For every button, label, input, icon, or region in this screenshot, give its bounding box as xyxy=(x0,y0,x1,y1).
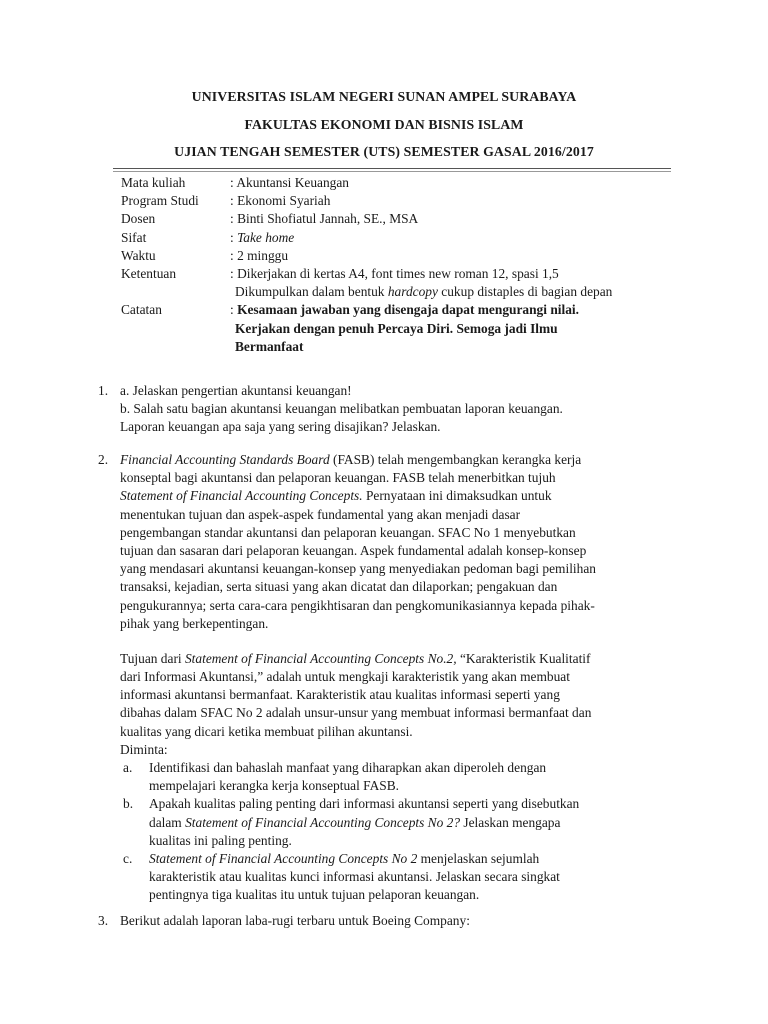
notes-line-1-wrap xyxy=(230,301,579,319)
subquestion-b-line-2-pre: dalam xyxy=(149,814,186,830)
university-name: UNIVERSITAS ISLAM NEGERI SUNAN AMPEL SURABAYA xyxy=(191,89,577,104)
subquestion-a-line: Identifikasi dan bahaslah manfaat yang diharapkan akan diperoleh dengan xyxy=(149,760,547,775)
subquestion-a-letter: a. xyxy=(123,760,133,775)
question-3-number: 3. xyxy=(98,913,109,928)
rules-line-1: : Dikerjakan di kertas A4, font times new roman 12, spasi 1,5 xyxy=(230,265,559,281)
time-value: : 2 minggu xyxy=(230,247,289,263)
program-value: : Ekonomi Syariah xyxy=(230,193,331,209)
q2-p2-line-1-rest: “Karakteristik Kualitatif xyxy=(456,650,591,666)
subquestion-b-line: Apakah kualitas paling penting dari informasi akuntansi seperti yang disebutkan xyxy=(149,796,580,812)
info-row-nature xyxy=(121,229,681,247)
q2-p2-line: informasi akuntansi bermanfaat. Karakteristik atau kualitas informasi seperti yang xyxy=(120,687,560,703)
subquestion-b-line-2-rest: Jelaskan mengapa xyxy=(460,814,561,830)
question-1-part-a: a. Jelaskan pengertian akuntansi keuangan! xyxy=(120,383,352,398)
course-value: : Akuntansi Keuangan xyxy=(230,175,350,190)
q2-p2-line: dibahas dalam SFAC No 2 adalah unsur-unsur yang membuat informasi bermanfaat dan xyxy=(120,705,592,721)
program-label: Program Studi xyxy=(121,193,199,209)
question-3-line: Berikut adalah laporan laba-rugi terbaru untuk Boeing Company: xyxy=(120,913,470,928)
q2-p1-line xyxy=(120,487,680,505)
info-row-notes-cont-1 xyxy=(121,320,681,338)
q2-p1-line: transaksi, kejadian, serta situasi yang akan dicatat dan dilaporkan; pengakuan dan xyxy=(120,579,558,595)
q2-p2-line: kualitas yang dicari ketika membuat pilihan akuntansi. xyxy=(120,723,413,739)
q2-p2-line-1-pre: Tujuan dari xyxy=(120,650,185,666)
hardcopy-term: hardcopy xyxy=(387,284,438,300)
rules-line-2-text: Dikumpulkan dalam bentuk xyxy=(235,284,388,300)
rules-line-2-rest: cukup distaples di bagian depan xyxy=(437,284,613,300)
subquestion-a-line: mempelajari kerangka kerja konseptual FASB. xyxy=(149,778,400,794)
subquestion-b-body xyxy=(149,795,579,850)
question-1-part-b: b. Salah satu bagian akuntansi keuangan melibatkan pembuatan laporan keuangan. xyxy=(120,401,563,417)
question-1-body xyxy=(120,382,680,437)
subquestion-a-body xyxy=(149,759,546,795)
subquestion-c-line: pentingnya tiga kualitas itu untuk tujuan pelaporan keuangan. xyxy=(149,887,480,903)
q2-p1-line: yang mendasari akuntansi keuangan-konsep yang menyediakan pedoman bagi pemilihan xyxy=(120,561,596,577)
subquestion-c-body xyxy=(149,850,560,905)
nature-label: Sifat xyxy=(121,229,147,245)
q2-p1-line: menentukan tujuan dan aspek-aspek fundamental yang akan menjadi dasar xyxy=(120,506,521,522)
lecturer-value: : Binti Shofiatul Jannah, SE., MSA xyxy=(230,211,419,227)
q2-subquestion-a xyxy=(120,759,680,795)
q2-p1-line: tujuan dan sasaran dari pelaporan keuangan. Aspek fundamental adalah konsep-konsep xyxy=(120,542,587,558)
q2-p1-line: pengukurannya; serta cara-cara pengikhtisaran dan pengkomunikasiannya kepada pihak- xyxy=(120,597,595,613)
asked-label: Diminta: xyxy=(120,741,168,757)
question-1-part-b-cont: Laporan keuangan apa saja yang sering disajikan? Jelaskan. xyxy=(120,419,441,435)
info-row-rules xyxy=(121,265,681,283)
info-row-program xyxy=(121,192,681,210)
exam-info-table xyxy=(121,174,681,356)
q2-subquestion-b xyxy=(120,795,680,850)
q2-p1-line xyxy=(120,451,680,469)
lecturer-label: Dosen xyxy=(121,211,156,227)
question-2-number: 2. xyxy=(98,452,109,467)
sfac-term: Statement of Financial Accounting Concepts. xyxy=(120,488,363,504)
notes-line-2: Kerjakan dengan penuh Percaya Diri. Semoga jadi Ilmu xyxy=(235,320,558,336)
subquestion-c-line xyxy=(149,850,560,868)
exam-title: UJIAN TENGAH SEMESTER (UTS) SEMESTER GASAL 2016/2017 xyxy=(174,144,594,159)
subquestion-c-line: karakteristik atau kualitas kunci informasi akuntansi. Jelaskan secara singkat xyxy=(149,869,560,885)
q2-p1-line: pengembangan standar akuntansi dan pelaporan keuangan. SFAC No 1 menyebutkan xyxy=(120,524,576,540)
notes-line-1: Kesamaan jawaban yang disengaja dapat mengurangi nilai. xyxy=(237,302,579,318)
rules-line-2 xyxy=(235,283,612,301)
info-row-time xyxy=(121,247,681,265)
subquestion-b-line: kualitas ini paling penting. xyxy=(149,832,292,848)
sfac-no2-term: Statement of Financial Accounting Concepts No.2, xyxy=(184,650,457,666)
q2-p1-line: konseptal bagi akuntansi dan pelaporan keuangan. FASB telah menerbitkan tujuh xyxy=(120,470,556,486)
info-row-rules-cont xyxy=(121,283,681,301)
sfac-no2-term-c: Statement of Financial Accounting Concepts No 2 xyxy=(149,850,418,866)
q2-p2-line xyxy=(120,650,680,668)
notes-colon: : xyxy=(230,302,238,318)
course-label: Mata kuliah xyxy=(121,175,186,190)
subquestion-b-line xyxy=(149,814,579,832)
sfac-no2-term-b: Statement of Financial Accounting Concepts No 2? xyxy=(185,814,461,830)
q2-p1-line: pihak yang berkepentingan. xyxy=(120,615,269,631)
info-row-notes xyxy=(121,301,681,319)
info-row-course xyxy=(121,174,681,192)
notes-label: Catatan xyxy=(121,302,162,318)
paragraph-gap xyxy=(120,633,680,650)
question-2-body xyxy=(120,451,680,905)
q2-p1-line-1-rest: (FASB) telah mengembangkan kerangka kerja xyxy=(329,452,582,467)
nature-value-wrap xyxy=(230,229,294,247)
fasb-term: Financial Accounting Standards Board xyxy=(120,452,330,467)
info-row-notes-cont-2 xyxy=(121,338,681,356)
subquestion-b-letter: b. xyxy=(123,796,134,812)
nature-colon: : xyxy=(230,229,238,245)
nature-value: Take home xyxy=(237,229,295,245)
subquestion-c-letter: c. xyxy=(123,850,133,866)
header-divider xyxy=(113,168,671,172)
notes-line-3: Bermanfaat xyxy=(235,338,304,354)
question-3-body xyxy=(120,912,680,930)
q2-p1-line-3-rest: Pernyataan ini dimaksudkan untuk xyxy=(362,488,552,504)
time-label: Waktu xyxy=(121,247,156,263)
q2-subquestion-c xyxy=(120,850,680,905)
question-1-number: 1. xyxy=(98,383,109,398)
subquestion-c-line-1-rest: menjelaskan sejumlah xyxy=(417,850,540,866)
q2-p2-line: dari Informasi Akuntansi,” adalah untuk mengkaji karakteristik yang akan membuat xyxy=(120,669,570,685)
rules-label: Ketentuan xyxy=(121,265,177,281)
info-row-lecturer xyxy=(121,210,681,228)
faculty-name: FAKULTAS EKONOMI DAN BISNIS ISLAM xyxy=(244,117,524,132)
